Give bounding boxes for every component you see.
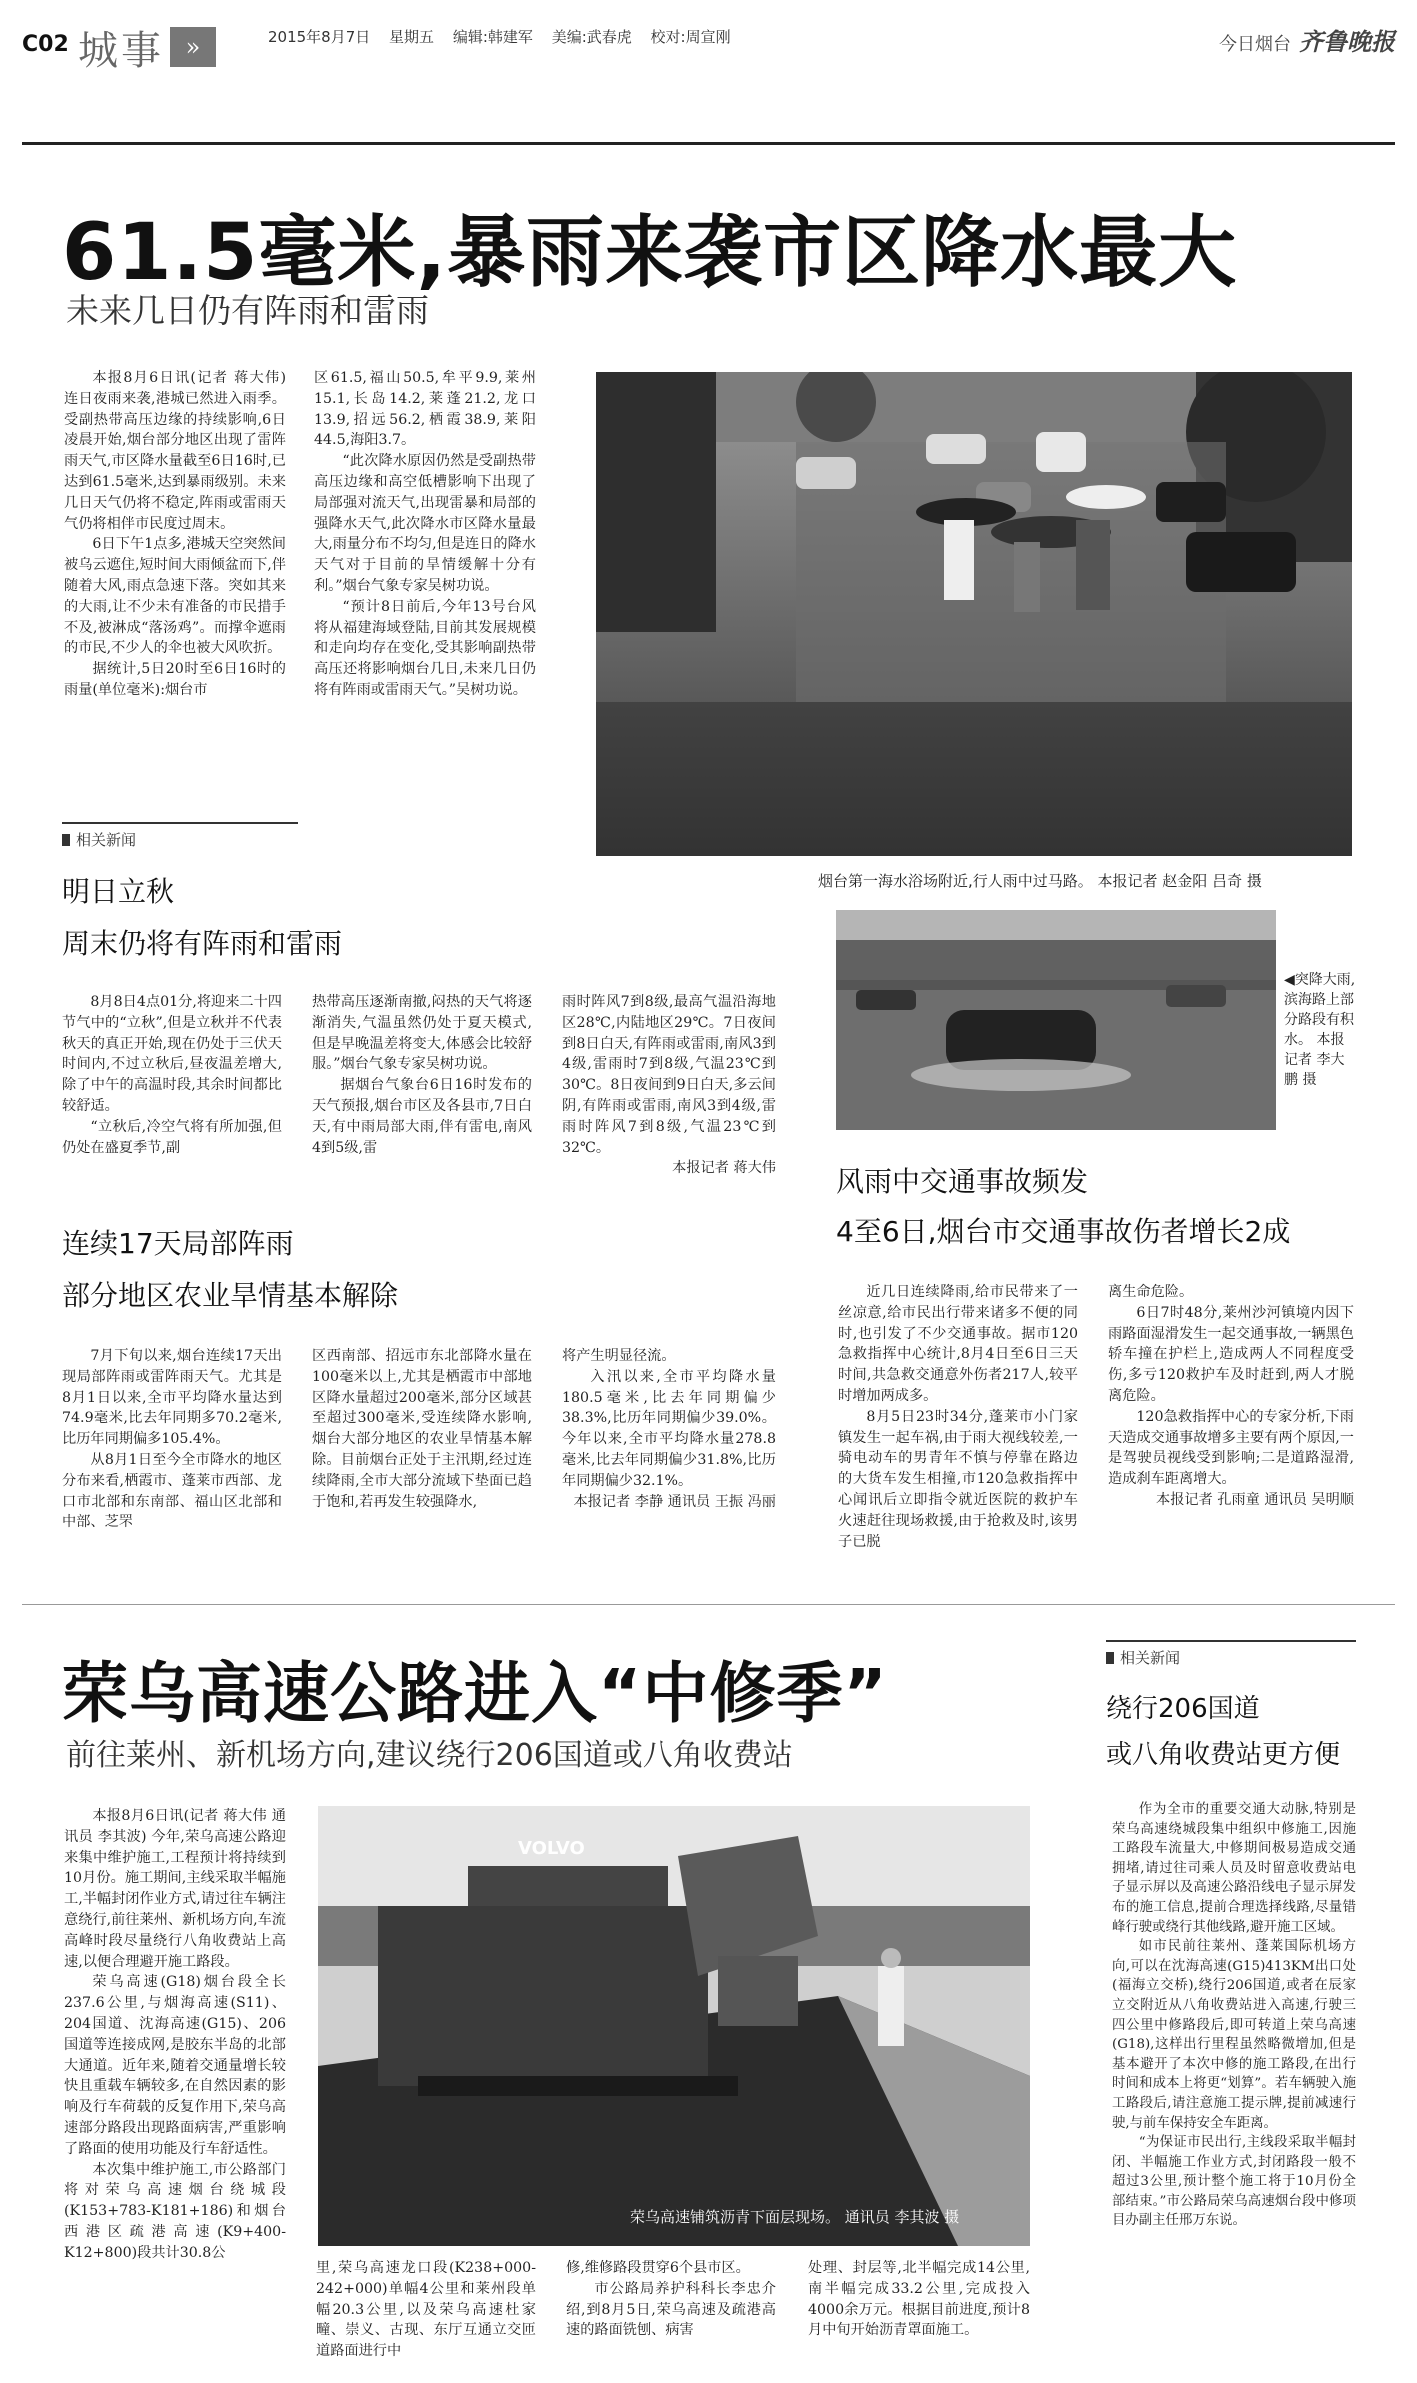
designer-credit: 美编:武春虎 xyxy=(551,28,632,46)
section-label xyxy=(78,18,216,76)
story3-para-2: 荣乌高速(G18)烟台段全长237.6公里,与烟海高速(S11)、204国道、沈海高速(G15)、206国道等连接成网,是胶东半岛的北部大通道。近年来,随着交通量增长较快且重载车辆较多,在自然因素的影响及行车荷载的反复作用下,荣乌高速部分路段出现路面病害,严重影响了路面的使用功能及行车舒适性。 xyxy=(64,1974,286,2157)
paper-logo: 齐鲁晚报 xyxy=(1299,27,1395,56)
related2-byline: 本报记者 李静 通讯员 王振 冯丽 xyxy=(573,1493,776,1510)
masthead-rule xyxy=(22,142,1395,145)
flooded-road-photo xyxy=(836,910,1276,1130)
road-paving-illustration xyxy=(318,1806,1030,2246)
story3-column-3 xyxy=(566,2258,776,2341)
story2-column-2 xyxy=(1108,1282,1354,1511)
related2-para-2: 从8月1日至今全市降水的地区分布来看,栖霞市、蓬莱市西部、龙口市北部和东南部、福山区北部和中部、芝罘 xyxy=(62,1451,282,1531)
story3-column-2 xyxy=(316,2258,536,2362)
related3-title-1: 绕行206国道 xyxy=(1106,1694,1260,1724)
related1-para-3: 热带高压逐渐南撤,闷热的天气将逐渐消失,气温虽然仍处于夏天模式,但是早晚温差将变大,体感会比较舒服。”烟台气象专家吴树功说。 xyxy=(312,994,532,1073)
section-divider xyxy=(22,1604,1395,1605)
related3-para-2: 如市民前往莱州、蓬莱国际机场方向,可以在沈海高速(G15)413KM出口处(福海立交桥),绕行206国道,或者在辰家立交附近从八角收费站进入高速,行驶三四公里中修路段后,即可转道上荣乌高速(G18),这样出行里程虽然略微增加,但是基本避开了本次中修的施工路段,在出行时间和成本上将更“划算”。若车辆驶入施工路段后,请注意施工提示牌,提前减速行驶,与前车保持安全车距离。 xyxy=(1112,1939,1356,2131)
story3-para-3: 本次集中维护施工,市公路部门将对荣乌高速烟台绕城段(K153+783-K181+186)和烟台西港区疏港高速(K9+400-K12+800)段共计30.8公 xyxy=(64,2161,286,2261)
road-paving-photo xyxy=(318,1806,1030,2246)
story3-headline: 荣乌高速公路进入“中修季” xyxy=(62,1655,888,1732)
related1-title-2: 周末仍将有阵雨和雷雨 xyxy=(62,927,343,960)
related3-column xyxy=(1112,1800,1356,2231)
related2-column-2 xyxy=(312,1346,532,1512)
related1-column-1 xyxy=(62,992,282,1158)
story2-title-2: 4至6日,烟台市交通事故伤者增长2成 xyxy=(836,1215,1291,1248)
related1-para-5: 雨时阵风7到8级,最高气温沿海地区28℃,内陆地区29℃。7日夜间到8日白天,有阵雨或雷雨,南风3到4级,雷雨时7到8级,气温23℃到30℃。8日夜间到9日白天,多云间阴,有阵雨或雷雨,南风3到4级,雷雨时阵风7到8级,气温23℃到32℃。 xyxy=(562,994,776,1156)
story1-para-5: “此次降水原因仍然是受副热带高压边缘和高空低槽影响下出现了局部强对流天气,出现雷暴和局部的强降水天气,此次降水市区降水量最大,雨量分布不均匀,但是连日的降水天气对于目前的旱情缓解十分有利。”烟台气象专家吴树功说。 xyxy=(314,453,536,594)
related2-column-3 xyxy=(562,1346,776,1512)
flooded-road-caption: ◀突降大雨,滨海路上部分路段有积水。 本报记者 李大鹏 摄 xyxy=(1284,972,1356,1088)
story2-title-1: 风雨中交通事故频发 xyxy=(836,1165,1089,1198)
story1-subhead: 未来几日仍有阵雨和雷雨 xyxy=(66,291,429,330)
related1-para-1: 8月8日4点01分,将迎来二十四节气中的“立秋”,但是立秋并不代表秋天的真正开始,现在仍处于三伏天时间内,不过立秋后,昼夜温差增大,除了中午的高温时段,其余时间都比较舒适。 xyxy=(62,994,282,1114)
rain-photo-caption: 烟台第一海水浴场附近,行人雨中过马路。 本报记者 赵金阳 吕奇 摄 xyxy=(818,872,1262,890)
double-chevron-right-icon: » xyxy=(170,27,216,67)
story3-para-5: 修,维修路段贯穿6个县市区。 xyxy=(566,2260,750,2276)
story3-para-6: 市公路局养护科科长李忠介绍,到8月5日,荣乌高速及疏港高速的路面铣刨、病害 xyxy=(566,2280,776,2339)
related3-title-2: 或八角收费站更方便 xyxy=(1106,1740,1341,1770)
story3-column-1 xyxy=(64,1806,286,2264)
story1-para-2: 6日下午1点多,港城天空突然间被乌云遮住,短时间大雨倾盆而下,伴随着大风,雨点急速下落。突如其来的大雨,让不少未有准备的市民措手不及,被淋成“落汤鸡”。而撑伞遮雨的市民,不少人的伞也被大风吹折。 xyxy=(64,536,286,657)
related2-para-5: 入汛以来,全市平均降水量180.5毫米,比去年同期偏少38.3%,比历年同期偏少39.0%。今年以来,全市平均降水量278.8毫米,比去年同期偏少31.8%,比历年同期偏少32.1%。 xyxy=(562,1368,776,1489)
related2-para-1: 7月下旬以来,烟台连续17天出现局部阵雨或雷阵雨天气。尤其是8月1日以来,全市平均降水量达到74.9毫米,比去年同期多70.2毫米,比历年同期偏多105.4%。 xyxy=(62,1348,282,1448)
story3-para-7: 处理、封层等,北半幅完成14公里,南半幅完成33.2公里,完成投入4000余万元。根据目前进度,预计8月中旬开始沥青罩面施工。 xyxy=(808,2260,1030,2339)
story3-para-1: 本报8月6日讯(记者 蒋大伟 通讯员 李其波) 今年,荣乌高速公路迎来集中维护施工,工程预计将持续到10月份。施工期间,主线采取半幅施工,半幅封闭作业方式,请过往车辆注意绕行,前往莱州、新机场方向,车流高峰时段尽量绕行八角收费站上高速,以便合理避开施工路段。 xyxy=(64,1808,286,1970)
issue-date: 2015年8月7日 xyxy=(268,28,371,46)
story2-para-3: 离生命危险。 xyxy=(1108,1284,1194,1300)
related3-para-1: 作为全市的重要交通大动脉,特别是荣乌高速绕城段集中组织中修施工,因施工路段车流量大,中修期间极易造成交通拥堵,请过往司乘人员及时留意收费站电子显示屏以及高速公路沿线电子显示屏发布的施工信息,提前合理选择线路,尽量错峰行驶或绕行其他线路,避开施工区域。 xyxy=(1112,1802,1356,1935)
story3-subhead: 前往莱州、新机场方向,建议绕行206国道或八角收费站 xyxy=(66,1738,793,1773)
story3-column-4 xyxy=(808,2258,1030,2341)
story1-para-4: 区61.5,福山50.5,牟平9.9,莱州15.1,长岛14.2,莱蓬21.2,龙口13.9,招远56.2,栖霞38.9,莱阳44.5,海阳3.7。 xyxy=(314,370,536,449)
rain-street-photo xyxy=(596,372,1352,856)
story1-column-1 xyxy=(64,368,286,701)
story1-para-1: 本报8月6日讯(记者 蒋大伟) 连日夜雨来袭,港城已然进入雨季。受副热带高压边缘的持续影响,6日凌晨开始,烟台部分地区出现了雷阵雨天气,市区降水量截至6日16时,已达到61.5毫米,达到暴雨级别。未来几日天气仍将不稳定,阵雨或雷雨天气仍将相伴市民度过周末。 xyxy=(64,370,286,532)
related1-column-2 xyxy=(312,992,532,1158)
related1-para-4: 据烟台气象台6日16时发布的天气预报,烟台市区及各县市,7日白天,有中雨局部大雨,伴有雷电,南风4到5级,雷 xyxy=(312,1077,532,1156)
related1-column-3 xyxy=(562,992,776,1179)
story1-column-2 xyxy=(314,368,536,701)
related1-byline: 本报记者 蒋大伟 xyxy=(672,1160,776,1177)
related2-title-1: 连续17天局部阵雨 xyxy=(62,1227,294,1260)
edition-name: 今日烟台 xyxy=(1219,34,1291,55)
related-news-tag-2: 相关新闻 xyxy=(1106,1640,1356,1668)
paver-brand-label: VOLVO xyxy=(518,1838,585,1859)
related2-para-4: 将产生明显径流。 xyxy=(562,1348,676,1364)
related2-para-3: 区西南部、招远市东北部降水量在100毫米以上,尤其是栖霞市中部地区降水量超过200毫米,部分区域甚至超过300毫米,受连续降水影响,烟台大部分地区的农业旱情基本解除。目前烟台正处于主汛期,经过连续降雨,全市大部分流域下垫面已趋于饱和,若再发生较强降水, xyxy=(312,1348,532,1510)
related2-title-2: 部分地区农业旱情基本解除 xyxy=(62,1279,399,1312)
related2-column-1 xyxy=(62,1346,282,1533)
editor-credit: 编辑:韩建军 xyxy=(452,28,533,46)
paving-photo-caption: 荣乌高速铺筑沥青下面层现场。 通讯员 李其波 摄 xyxy=(630,2208,960,2226)
proofreader-credit: 校对:周宣刚 xyxy=(650,28,731,46)
paper-brand xyxy=(1219,22,1395,57)
issue-weekday: 星期五 xyxy=(389,28,435,46)
story2-para-2: 8月5日23时34分,蓬莱市小门家镇发生一起车祸,由于雨大视线较差,一骑电动车的男青年不慎与停靠在路边的大货车发生相撞,市120急救指挥中心闻讯后立即指令就近医院的救护车火速赶往现场救援,由于抢救及时,该男子已脱 xyxy=(838,1408,1078,1550)
story2-para-4: 6日7时48分,莱州沙河镇境内因下雨路面湿滑发生一起交通事故,一辆黑色轿车撞在护栏上,造成两人不同程度受伤,多亏120救护车及时赶到,两人才脱离危险。 xyxy=(1108,1304,1354,1404)
story1-para-6: “预计8日前后,今年13号台风将从福建海域登陆,目前其发展规模和走向均存在变化,受其影响副热带高压还将影响烟台几日,未来几日仍将有阵雨或雷雨天气。”吴树功说。 xyxy=(314,598,536,698)
related1-para-2: “立秋后,冷空气将有所加强,但仍处在盛夏季节,副 xyxy=(62,1118,282,1156)
related-news-tag-1: 相关新闻 xyxy=(62,822,298,850)
story3-para-4: 里,荣乌高速龙口段(K238+000-242+000)单幅4公里和莱州段单幅20.3公里,以及荣乌高速杜家疃、崇义、古现、东厅互通立交匝道路面进行中 xyxy=(316,2260,536,2360)
story2-column-1 xyxy=(838,1282,1078,1552)
related1-title-1: 明日立秋 xyxy=(62,875,175,908)
story1-headline: 61.5毫米,暴雨来袭市区降水最大 xyxy=(62,208,1238,298)
story1-para-3: 据统计,5日20时至6日16时的雨量(单位毫米):烟台市 xyxy=(64,661,286,698)
flooded-road-illustration xyxy=(836,910,1276,1130)
page-code: C02 xyxy=(22,32,69,57)
story2-para-1: 近几日连续降雨,给市民带来了一丝凉意,给市民出行带来诸多不便的同时,也引发了不少交通事故。据市120急救指挥中心统计,8月4日至6日三天时间,共急救交通意外伤者217人,较平时增加两成多。 xyxy=(838,1284,1078,1404)
story2-byline: 本报记者 孔雨童 通讯员 吴明顺 xyxy=(1156,1491,1354,1508)
rain-street-illustration xyxy=(596,372,1352,856)
story2-para-5: 120急救指挥中心的专家分析,下雨天造成交通事故增多主要有两个原因,一是驾驶员视线受到影响;二是道路湿滑,造成刹车距离增大。 xyxy=(1108,1408,1354,1488)
related3-para-3: “为保证市民出行,主线段采取半幅封闭、半幅施工作业方式,封闭路段一般不超过3公里,预计整个施工将于10月份全部结束。”市公路局荣乌高速烟台段中修项目办副主任邢万东说。 xyxy=(1112,2135,1356,2229)
section-name: 城事 xyxy=(78,27,164,74)
edition-info xyxy=(268,26,745,47)
